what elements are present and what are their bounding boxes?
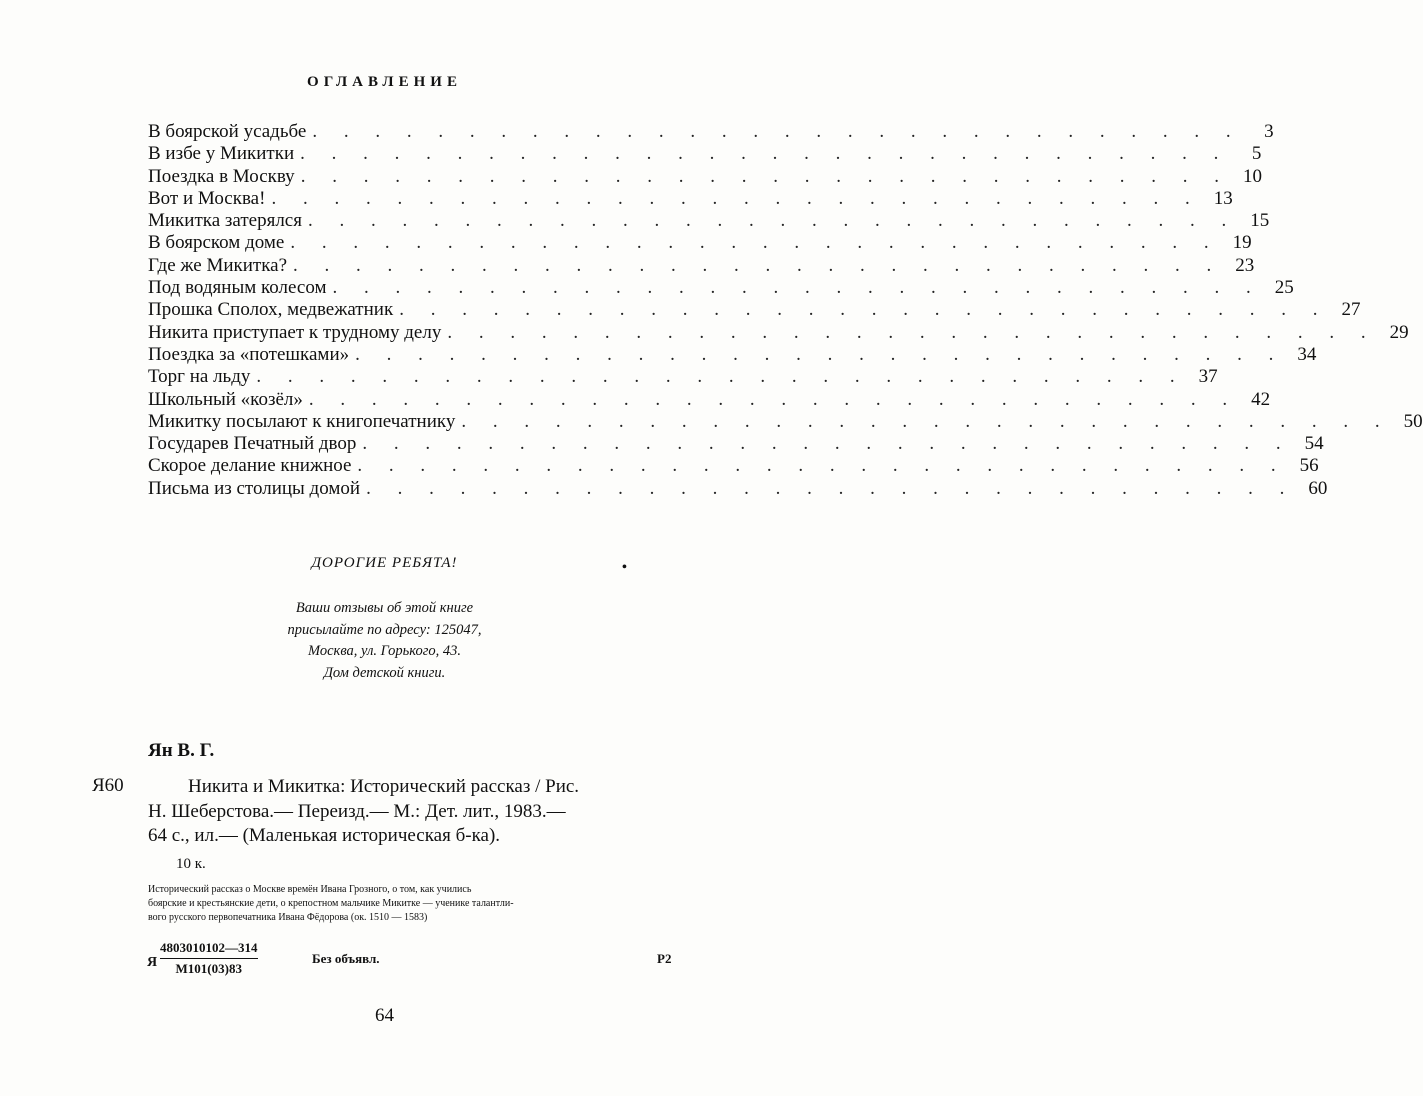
toc-entry (148, 477, 1328, 500)
toc-entry-title: Микитку посылают к книгопечатнику (148, 410, 456, 432)
catalog-index: Я60 (92, 775, 124, 796)
dot-leader: . . . . . . . . . . . . . . . . . . . . . . . . . . . . . . (293, 254, 1223, 276)
bullet-mark: • (622, 560, 627, 575)
toc-entry-page: 25 (1274, 277, 1294, 299)
toc-entry-title: Никита приступает к трудному делу (148, 321, 442, 343)
dot-leader: . . . . . . . . . . . . . . . . . . . . . . . . . . . . . . (312, 121, 1242, 142)
toc-entry (148, 143, 1262, 165)
toc-entry-page: 37 (1198, 366, 1218, 388)
toc-entry (148, 410, 1423, 433)
dot-leader: . . . . . . . . . . . . . . . . . . . . . . . . . . . . . . (362, 433, 1292, 455)
dot-leader: . . . . . . . . . . . . . . . . . . . . . . . . . . . . . . (399, 299, 1329, 321)
dot-leader: . . . . . . . . . . . . . . . . . . . . . . . . . . . . . . (300, 143, 1230, 165)
toc-entry-title: Микитка затерялся (148, 210, 302, 232)
toc-entry-title: Поездка за «потешками» (148, 343, 350, 365)
toc-entry-page: 54 (1304, 433, 1324, 455)
toc-entry-page: 60 (1308, 477, 1328, 499)
toc-entry-page: 5 (1251, 143, 1262, 165)
dot-leader: . . . . . . . . . . . . . . . . . . . . . . . . . . . . . . (290, 232, 1220, 254)
toc-entry-title: В боярском доме (148, 232, 285, 254)
toc-entry (148, 433, 1324, 455)
notice-text (0, 598, 769, 684)
publication-code (160, 940, 258, 977)
notice-line: присылайте по адресу: 125047, (287, 621, 482, 638)
annotation-line: Исторический рассказ о Москве времён Ивана Грозного, о том, как учились (148, 884, 472, 895)
toc-entry-page: 29 (1389, 321, 1409, 343)
code-numerator: 4803010102—314 (160, 940, 258, 959)
toc-entry-page: 27 (1341, 299, 1361, 321)
dot-leader: . . . . . . . . . . . . . . . . . . . . . . . . . . . . . . (307, 210, 1238, 232)
toc-entry (148, 165, 1262, 188)
dot-leader: . . . . . . . . . . . . . . . . . . . . . . . . . . . . . . (447, 321, 1377, 343)
toc-entry-page: 50 (1403, 410, 1423, 432)
toc-entry-page: 23 (1235, 254, 1255, 276)
toc-entry-page: 10 (1242, 165, 1262, 187)
notice-line: Дом детской книги. (323, 664, 446, 681)
toc-entry (148, 366, 1218, 388)
toc-entry (148, 455, 1319, 477)
distribution-note: Без объявл. (312, 951, 380, 966)
toc-entry (148, 121, 1274, 143)
dot-leader: . . . . . . . . . . . . . . . . . . . . . . . . . . . . . . (355, 343, 1285, 365)
bib-line: Никита и Микитка: Исторический рассказ / Рис. (188, 776, 580, 797)
annotation (148, 883, 680, 925)
dot-leader: . . . . . . . . . . . . . . . . . . . . . . . . . . . . . . (308, 388, 1239, 410)
toc-entry-title: Вот и Москва! (148, 187, 266, 209)
toc-entry-title: Где же Микитка? (148, 254, 288, 276)
toc-entry-title: Поездка в Москву (148, 165, 295, 187)
toc-entry-page: 42 (1251, 388, 1271, 410)
toc-entry-page: 13 (1213, 187, 1233, 209)
toc-entry-title: Школьный «козёл» (148, 388, 303, 410)
code-prefix: Я (147, 955, 158, 970)
toc-entry-title: В избе у Микитки (148, 143, 295, 165)
toc-title: ОГЛАВЛЕНИЕ (307, 74, 462, 90)
toc-entry-title: Под водяным колесом (148, 277, 327, 299)
catalog-author: Ян В. Г. (148, 740, 215, 761)
toc-entry-title: Прошка Сполох, медвежатник (148, 299, 394, 321)
price: 10 к. (176, 856, 206, 872)
toc-entry-title: Скорое делание книжное (148, 455, 352, 477)
dot-leader: . . . . . . . . . . . . . . . . . . . . . . . . . . . . . . (366, 477, 1296, 499)
dot-leader: . . . . . . . . . . . . . . . . . . . . . . . . . . . . . . (256, 366, 1186, 388)
notice-title: ДОРОГИЕ РЕБЯТА! (311, 555, 458, 571)
toc-entry-page: 19 (1232, 232, 1252, 254)
toc-entry (148, 210, 1270, 232)
toc-entry-title: Торг на льду (148, 366, 251, 388)
toc-entry (148, 277, 1294, 299)
annotation-line: боярские и крестьянские дети, о крепостном мальчике Микитке — ученике талантли- (148, 898, 514, 909)
toc-entry (148, 254, 1255, 277)
bib-line: Н. Шеберстова.— Переизд.— М.: Дет. лит., 1983.— (148, 800, 566, 822)
page-number: 64 (375, 1005, 394, 1026)
toc-entry (148, 343, 1317, 366)
code-denominator: М101(03)83 (175, 961, 242, 976)
toc-entry (148, 232, 1252, 254)
toc-entry-title: В боярской усадьбе (148, 121, 307, 142)
toc-entry-title: Государев Печатный двор (148, 433, 357, 455)
dot-leader: . . . . . . . . . . . . . . . . . . . . . . . . . . . . . . (300, 165, 1230, 187)
dot-leader: . . . . . . . . . . . . . . . . . . . . . . . . . . . . . . (271, 187, 1201, 209)
toc-entry-title: Письма из столицы домой (148, 477, 361, 499)
toc-entry (148, 321, 1409, 344)
toc-entry-page: 3 (1264, 121, 1274, 142)
dot-leader: . . . . . . . . . . . . . . . . . . . . . . . . . . . . . . (357, 455, 1287, 477)
toc-entry-page: 56 (1299, 455, 1319, 477)
bibliographic-description (148, 775, 579, 849)
bib-line: 64 с., ил.— (Маленькая историческая б-ка). (148, 825, 501, 846)
toc-list (148, 121, 1423, 500)
notice-line: Ваши отзывы об этой книге (295, 600, 474, 616)
dot-leader: . . . . . . . . . . . . . . . . . . . . . . . . . . . . . . (332, 277, 1262, 299)
toc-entry-page: 34 (1297, 343, 1317, 365)
toc-entry-page: 15 (1250, 210, 1270, 232)
toc-entry (148, 299, 1361, 321)
toc-entry (148, 388, 1271, 411)
annotation-line: вого русского первопечатника Ивана Фёдорова (ок. 1510 — 1583) (148, 912, 428, 923)
toc-entry (148, 187, 1233, 210)
classification-code: Р2 (657, 951, 672, 966)
dot-leader: . . . . . . . . . . . . . . . . . . . . . . . . . . . . . . (461, 410, 1391, 432)
notice-line: Москва, ул. Горького, 43. (307, 643, 461, 659)
